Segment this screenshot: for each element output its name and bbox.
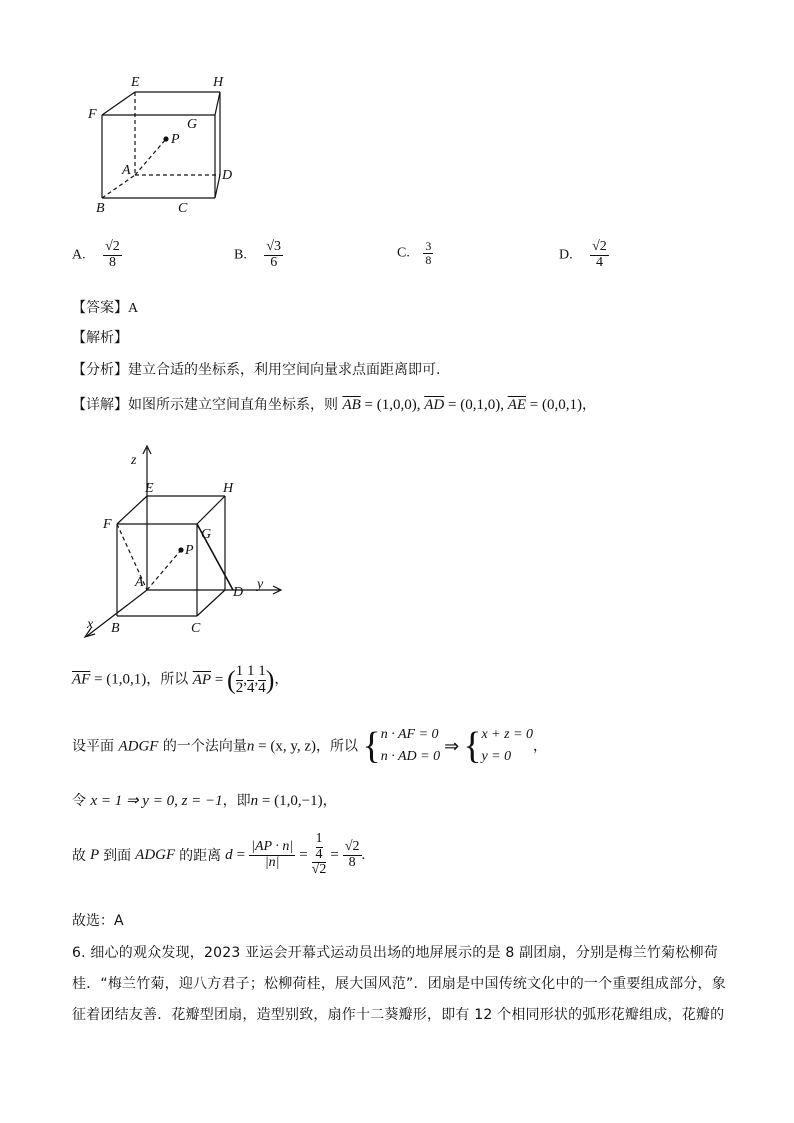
label-g: G — [187, 117, 198, 132]
let-line: 令 x = 1 ⇒ y = 0, z = −1，即n = (1,0,−1)， — [72, 793, 337, 809]
xiangjie-line: 【详解】如图所示建立空间直角坐标系，则 $\overline{AB} = (1,0,0)$, $\overline{AD} = (0,1,0)$, $\overline{AE} = (0,0,1)$， — [72, 397, 596, 413]
axis-x-label: x — [87, 617, 94, 632]
label-e-2: E — [145, 481, 154, 496]
label-p: P — [171, 132, 180, 147]
af-line: $\overline{AF} = (1,0,1)$，所以 $\overline{AP}$ = ( $\frac{1}{2}$ , $\frac{1}{4}$ , $\frac{1}{4}$ )， — [72, 663, 289, 696]
label-c: C — [178, 201, 188, 216]
answer-line: 【答案】A — [72, 300, 139, 316]
label-c-2: C — [191, 621, 201, 636]
label-a: A — [122, 163, 131, 178]
label-h-2: H — [223, 481, 234, 496]
fenxi-line: 【分析】建立合适的坐标系，利用空间向量求点面距离即可. — [72, 362, 441, 378]
option-a: A. $\frac{√2}{8}$ — [72, 239, 120, 270]
option-d: D. $\frac{√2}{4}$ — [559, 239, 607, 270]
label-b-2: B — [111, 621, 120, 636]
label-a-2: A — [135, 575, 144, 590]
label-e: E — [131, 75, 140, 90]
choice-line: 故选：A — [72, 913, 124, 929]
cube-figure-2 — [75, 440, 290, 640]
label-p-2: P — [185, 543, 194, 558]
axis-z-label: z — [131, 453, 137, 468]
cube-figure-1 — [80, 70, 250, 220]
q6-line-2: 桂．“梅兰竹菊，迎八方君子；松柳荷桂，展大国风范”．团扇是中国传统文化中的一个重要组成部分，象 — [72, 976, 726, 992]
label-b: B — [96, 201, 105, 216]
q6-line-3: 征着团结友善．花瓣型团扇，造型别致，扇作十二葵瓣形，即有 12 个相同形状的弧形花瓣组成，花瓣的 — [72, 1007, 725, 1023]
label-f: F — [88, 107, 97, 122]
analysis-heading: 【解析】 — [72, 330, 128, 346]
label-f-2: F — [103, 517, 112, 532]
label-g-2: G — [201, 527, 212, 542]
option-c: C. $\frac{3}{8}$ — [397, 239, 432, 267]
label-d-2: D — [233, 585, 244, 600]
label-h: H — [213, 75, 224, 90]
option-b: B. $\frac{√3}{6}$ — [234, 239, 282, 270]
axis-y-label: y — [257, 577, 264, 592]
normal-line: 设平面 ADGF 的一个法向量n = (x, y, z)，所以 { n · AF = 0 n · AD = 0 ⇒ { x + z = 0 y = 0 ， — [72, 725, 548, 768]
point-p-marker-2 — [178, 547, 183, 552]
distance-line: 故 P 到面 ADGF 的距离 d = $\frac{|AP \cdot n|}{|n|}$ = $\frac{\frac{1}{4}}{√2}$ = $\frac{√2}{8}$ . — [72, 831, 366, 878]
q6-line-1: 6. 细心的观众发现，2023 亚运会开幕式运动员出场的地屏展示的是 8 副团扇，分别是梅兰竹菊松柳荷 — [72, 945, 718, 961]
label-d: D — [222, 168, 233, 183]
point-p-marker — [163, 136, 168, 141]
